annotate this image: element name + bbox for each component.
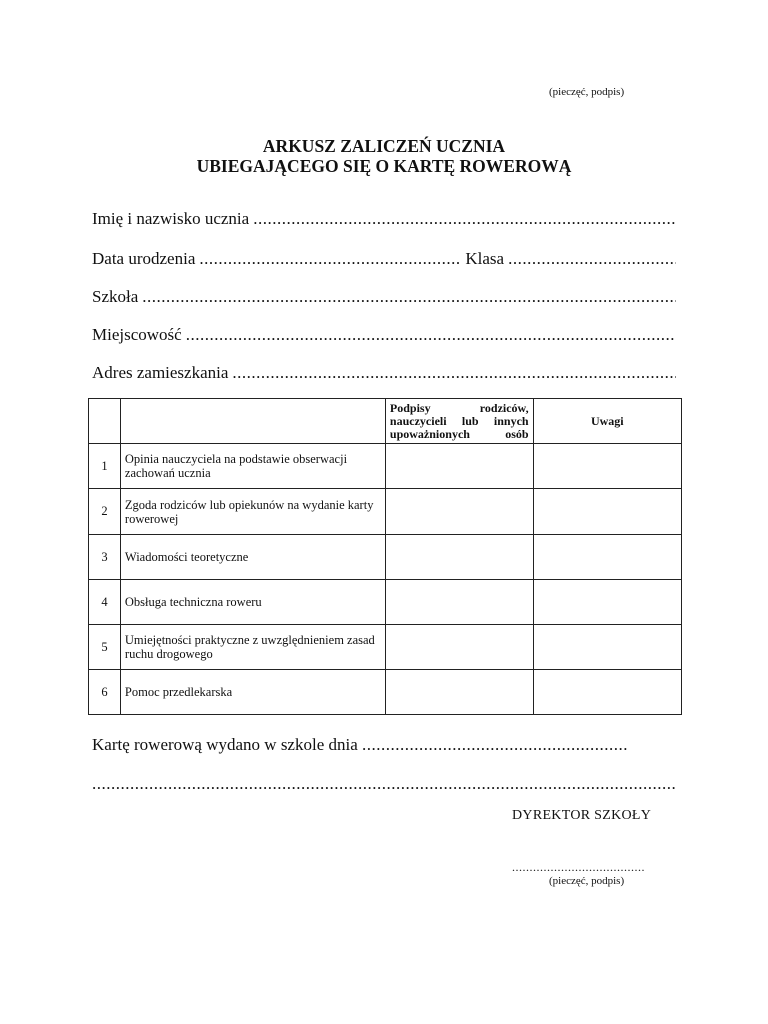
header-remarks: Uwagi	[533, 399, 681, 444]
address-label: Adres zamieszkania	[92, 363, 229, 382]
table-row	[89, 535, 682, 580]
row-number: 5	[89, 625, 121, 670]
row-number: 2	[89, 489, 121, 535]
director-signature-line[interactable]	[512, 860, 645, 875]
birth-date-dotted-line[interactable]	[199, 249, 461, 269]
signature-cell[interactable]	[385, 489, 533, 535]
signature-cell[interactable]	[385, 625, 533, 670]
header-desc-cell	[120, 399, 385, 444]
address-field[interactable]	[92, 363, 676, 383]
student-name-dotted-line	[253, 209, 676, 229]
document-title-line-2: UBIEGAJĄCEGO SIĘ O KARTĘ ROWEROWĄ	[196, 156, 572, 176]
remarks-cell[interactable]	[533, 444, 681, 489]
remarks-cell[interactable]	[533, 670, 681, 715]
document-title-line-1: ARKUSZ ZALICZEŃ UCZNIA	[262, 136, 506, 156]
row-number: 4	[89, 580, 121, 625]
school-dotted-line	[142, 287, 676, 307]
address-dotted-line	[232, 363, 676, 383]
credits-table	[88, 398, 682, 715]
city-field[interactable]	[92, 325, 676, 345]
row-description: Obsługa techniczna roweru	[120, 580, 385, 625]
table-header-row	[89, 399, 682, 444]
issued-date-field[interactable]	[92, 735, 628, 755]
class-dotted-line[interactable]	[508, 249, 676, 269]
row-description: Wiadomości teoretyczne	[120, 535, 385, 580]
row-number: 3	[89, 535, 121, 580]
signature-cell[interactable]	[385, 670, 533, 715]
student-name-field[interactable]	[92, 209, 676, 229]
issued-label: Kartę rowerową wydano w szkole dnia	[92, 735, 358, 754]
stamp-caption-bottom: (pieczęć, podpis)	[549, 875, 625, 887]
table-row	[89, 625, 682, 670]
birth-class-row	[92, 249, 676, 269]
remarks-cell[interactable]	[533, 625, 681, 670]
city-label: Miejscowość	[92, 325, 182, 344]
row-description: Opinia nauczyciela na podstawie obserwacji zachowań ucznia	[120, 444, 385, 489]
row-number: 6	[89, 670, 121, 715]
signature-cell[interactable]	[385, 535, 533, 580]
row-number: 1	[89, 444, 121, 489]
remarks-cell[interactable]	[533, 580, 681, 625]
blank-dotted-line[interactable]	[92, 774, 676, 794]
signature-cell[interactable]	[385, 580, 533, 625]
row-description: Zgoda rodziców lub opiekunów na wydanie karty rowerowej	[120, 489, 385, 535]
signature-cell[interactable]	[385, 444, 533, 489]
class-label: Klasa	[465, 249, 505, 268]
school-field[interactable]	[92, 287, 676, 307]
header-num-cell	[89, 399, 121, 444]
issued-dotted-line	[362, 735, 628, 754]
remarks-cell[interactable]	[533, 535, 681, 580]
row-description: Pomoc przedlekarska	[120, 670, 385, 715]
student-name-label: Imię i nazwisko ucznia	[92, 209, 250, 228]
stamp-caption-top: (pieczęć, podpis)	[549, 86, 625, 98]
director-label: DYREKTOR SZKOŁY	[512, 808, 652, 823]
table-row	[89, 444, 682, 489]
school-label: Szkoła	[92, 287, 139, 306]
city-dotted-line	[186, 325, 676, 345]
table-row	[89, 580, 682, 625]
remarks-cell[interactable]	[533, 489, 681, 535]
table-row	[89, 670, 682, 715]
table-row	[89, 489, 682, 535]
row-description: Umiejętności praktyczne z uwzględnieniem zasad ruchu drogowego	[120, 625, 385, 670]
header-signatures: Podpisy rodziców, nauczycieli lub innych upoważnionych osób	[385, 399, 533, 444]
birth-date-label: Data urodzenia	[92, 249, 196, 268]
